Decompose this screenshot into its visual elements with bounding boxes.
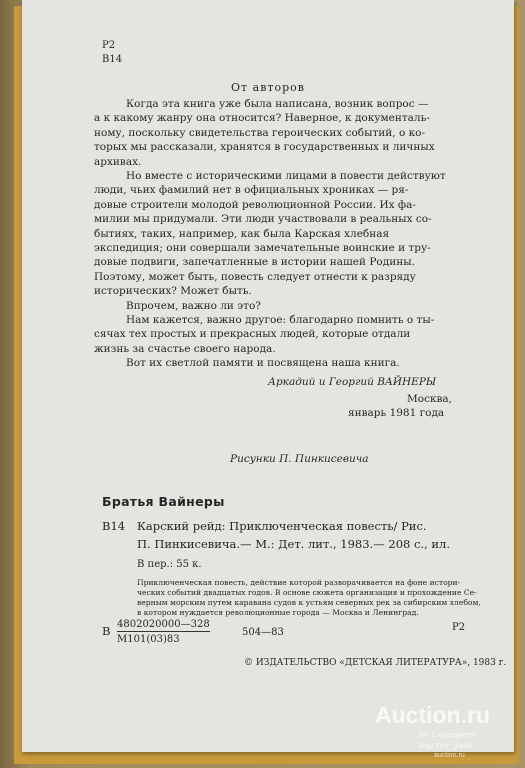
copyright: © ИЗДАТЕЛЬСТВО «ДЕТСКАЯ ЛИТЕРАТУРА», 1983 г. xyxy=(244,658,507,668)
text-line: торых мы рассказали, хранятся в государственных и личных xyxy=(94,141,435,154)
classification-code-1: Р2 xyxy=(102,40,116,51)
section-title: От авторов xyxy=(231,81,305,94)
book-page xyxy=(22,0,514,752)
formula-tail: 504—83 xyxy=(242,627,284,638)
text-line: Нам кажется, важно другое: благодарно помнить о ты- xyxy=(126,314,435,326)
text-line: Но вместе с историческими лицами в повести действуют xyxy=(126,170,446,182)
watermark-logo: Auction.ru xyxy=(375,702,490,728)
formula-letter: В xyxy=(102,624,111,638)
text-line: а к какому жанру она относится? Наверное, к документаль- xyxy=(94,112,430,125)
formula-numerator: 4802020000—328 xyxy=(117,619,210,630)
illustrator-credit: Рисунки П. Пинкисевича xyxy=(230,453,369,465)
paragraph-4 xyxy=(94,313,476,356)
catalog-line-1: Карский рейд: Приключенческая повесть/ Рис. xyxy=(137,519,427,533)
text-line: экспедиция; они совершали замечательные воинские и тру- xyxy=(94,242,431,255)
annotation-line: в котором нуждается революционные города — Москва и Ленинград. xyxy=(137,608,419,617)
formula-denominator: М101(03)83 xyxy=(117,634,180,645)
watermark-line-2: Argy.Tiny_glazki xyxy=(418,741,473,750)
annotation xyxy=(137,578,481,618)
signature-date: январь 1981 года xyxy=(348,407,445,419)
text-line: милии мы придумали. Эти люди участвовали в реальных со- xyxy=(94,213,432,226)
watermark-line-3: auction.ru xyxy=(434,752,465,759)
text-line: бытиях, таких, например, как была Карская хлебная xyxy=(94,227,390,240)
paragraph-5 xyxy=(110,356,476,370)
formula-right-code: Р2 xyxy=(452,622,466,633)
paragraph-2 xyxy=(94,169,476,299)
text-line: сячах тех простых и прекрасных людей, которые отдали xyxy=(94,328,411,341)
text-line: Поэтому, может быть, повесть следует отнести к разряду xyxy=(94,270,416,283)
text-line: ному, поскольку свидетельства героических событий, о ко- xyxy=(94,126,426,139)
text-line: довые подвиги, запечатленные в истории нашей Родины. xyxy=(94,256,415,269)
paragraph-3 xyxy=(110,299,476,313)
catalog-code: В14 xyxy=(102,519,126,533)
annotation-line: ческих событий двадцатых годов. В основе сюжета организация и прохождение Се- xyxy=(137,588,477,597)
text-line: Впрочем, важно ли это? xyxy=(126,300,261,312)
catalog-price: В пер.: 55 к. xyxy=(137,559,202,570)
annotation-line: верным морским путем каравана судов к устьям северных рек за сибирским хлебом, xyxy=(137,598,481,607)
text-line: жизнь за счастье своего народа. xyxy=(94,342,276,355)
classification-code-2: В14 xyxy=(102,54,123,65)
catalog-line-2: П. Пинкисевича.— М.: Дет. лит., 1983.— 208 с., ил. xyxy=(137,537,451,551)
signature-place: Москва, xyxy=(407,393,453,405)
text-line: люди, чьих фамилий нет в официальных хрониках — ря- xyxy=(94,184,409,197)
authors-signature: Аркадий и Георгий ВАЙНЕРЫ xyxy=(268,376,437,388)
text-line: Вот их светлой памяти и посвящена наша книга. xyxy=(126,357,400,369)
text-line: довые строители молодой революционной России. Их фа- xyxy=(94,198,416,211)
watermark-line-1: Лот 1 и предметы xyxy=(418,732,476,739)
text-line: архивах. xyxy=(94,155,142,168)
text-line: Когда эта книга уже была написана, возник вопрос — xyxy=(126,98,429,110)
catalog-author: Братья Вайнеры xyxy=(102,494,225,509)
text-line: исторических? Может быть. xyxy=(94,285,252,298)
annotation-line: Приключенческая повесть, действие которой разворачивается на фоне истори- xyxy=(137,578,461,587)
paragraph-1 xyxy=(94,97,476,169)
